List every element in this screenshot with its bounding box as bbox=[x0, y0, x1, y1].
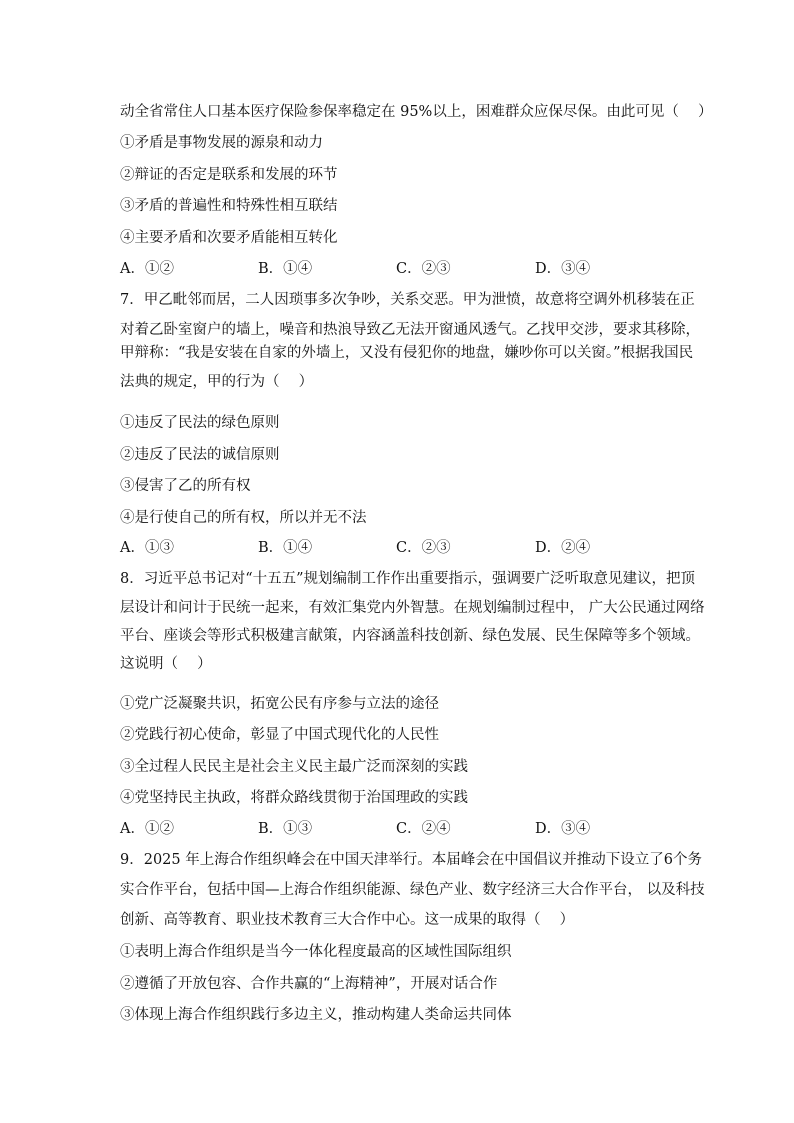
q8-stem-line-3: 平台、座谈会等形式积极建言献策，内容涵盖科技创新、绿色发展、民生保障等多个领域。 bbox=[120, 628, 700, 644]
q8-item-4: ④党坚持民主执政，将群众路线贯彻于治国理政的实践 bbox=[120, 790, 468, 806]
q9-stem-line-3: 创新、高等教育、职业技术教育三大合作中心。这一成果的取得（ ） bbox=[120, 912, 575, 928]
q6-item-1: ①矛盾是事物发展的源泉和动力 bbox=[120, 135, 323, 151]
q6-option-a[interactable]: A．①② bbox=[120, 261, 174, 277]
q7-option-b[interactable]: B．①④ bbox=[258, 540, 313, 556]
q9-stem-line-2: 实合作平台，包括中国—上海合作组织能源、绿色产业、数字经济三大合作平台， 以及科技 bbox=[120, 882, 705, 898]
q6-option-d[interactable]: D．③④ bbox=[535, 261, 591, 277]
q6-item-3: ③矛盾的普遍性和特殊性相互联结 bbox=[120, 198, 338, 214]
q8-option-a[interactable]: A．①② bbox=[120, 821, 174, 837]
q6-stem-tail: 动全省常住人口基本医疗保险参保率稳定在 95%以上，困难群众应保尽保。由此可见（ ） bbox=[120, 104, 713, 120]
q9-item-1: ①表明上海合作组织是当今一体化程度最高的区域性国际组织 bbox=[120, 944, 512, 960]
q7-options bbox=[120, 538, 680, 558]
q7-option-c[interactable]: C．②③ bbox=[396, 540, 451, 556]
q8-options bbox=[120, 819, 680, 839]
q8-stem-line-4: 这说明（ ） bbox=[120, 656, 212, 672]
q6-item-4: ④主要矛盾和次要矛盾能相互转化 bbox=[120, 230, 338, 246]
q7-stem-line-1: 7．甲乙毗邻而居，二人因琐事多次争吵，关系交恶。甲为泄愤，故意将空调外机移装在正 bbox=[120, 292, 695, 308]
q7-item-4: ④是行使自己的所有权，所以并无不法 bbox=[120, 510, 367, 526]
q6-option-c[interactable]: C．②③ bbox=[396, 261, 451, 277]
q8-stem-line-1: 8．习近平总书记对“十五五”规划编制工作作出重要指示，强调要广泛听取意见建议，把顶 bbox=[120, 571, 696, 587]
q7-item-3: ③侵害了乙的所有权 bbox=[120, 478, 251, 494]
q7-stem-line-3: 甲辩称：“我是安装在自家的外墙上，又没有侵犯你的地盘，嫌吵你可以关窗。”根据我国民 bbox=[120, 345, 694, 361]
q9-item-2: ②遵循了开放包容、合作共赢的“上海精神”，开展对话合作 bbox=[120, 976, 498, 992]
q8-option-c[interactable]: C．②④ bbox=[396, 821, 451, 837]
q8-option-b[interactable]: B．①③ bbox=[258, 821, 313, 837]
q7-item-1: ①违反了民法的绿色原则 bbox=[120, 415, 280, 431]
q7-item-2: ②违反了民法的诚信原则 bbox=[120, 447, 280, 463]
q6-option-b[interactable]: B．①④ bbox=[258, 261, 313, 277]
q8-item-1: ①党广泛凝聚共识，拓宽公民有序参与立法的途径 bbox=[120, 696, 439, 712]
q7-stem-line-4: 法典的规定，甲的行为（ ） bbox=[120, 374, 314, 390]
q6-item-2: ②辩证的否定是联系和发展的环节 bbox=[120, 167, 338, 183]
q8-stem-line-2: 层设计和问计于民统一起来，有效汇集党内外智慧。在规划编制过程中， 广大公民通过网络 bbox=[120, 600, 705, 616]
q8-item-3: ③全过程人民民主是社会主义民主最广泛而深刻的实践 bbox=[120, 759, 468, 775]
q9-stem-line-1: 9．2025 年上海合作组织峰会在中国天津举行。本届峰会在中国倡议并推动下设立了6个务 bbox=[120, 852, 702, 868]
q9-item-3: ③体现上海合作组织践行多边主义，推动构建人类命运共同体 bbox=[120, 1007, 512, 1023]
q7-option-d[interactable]: D．②④ bbox=[535, 540, 591, 556]
q8-item-2: ②党践行初心使命，彰显了中国式现代化的人民性 bbox=[120, 727, 439, 743]
q6-options bbox=[120, 259, 680, 279]
q7-stem-line-2: 对着乙卧室窗户的墙上，噪音和热浪导致乙无法开窗通风透气。乙找甲交涉，要求其移除， bbox=[120, 322, 700, 338]
q8-option-d[interactable]: D．③④ bbox=[535, 821, 591, 837]
q7-option-a[interactable]: A．①③ bbox=[120, 540, 174, 556]
